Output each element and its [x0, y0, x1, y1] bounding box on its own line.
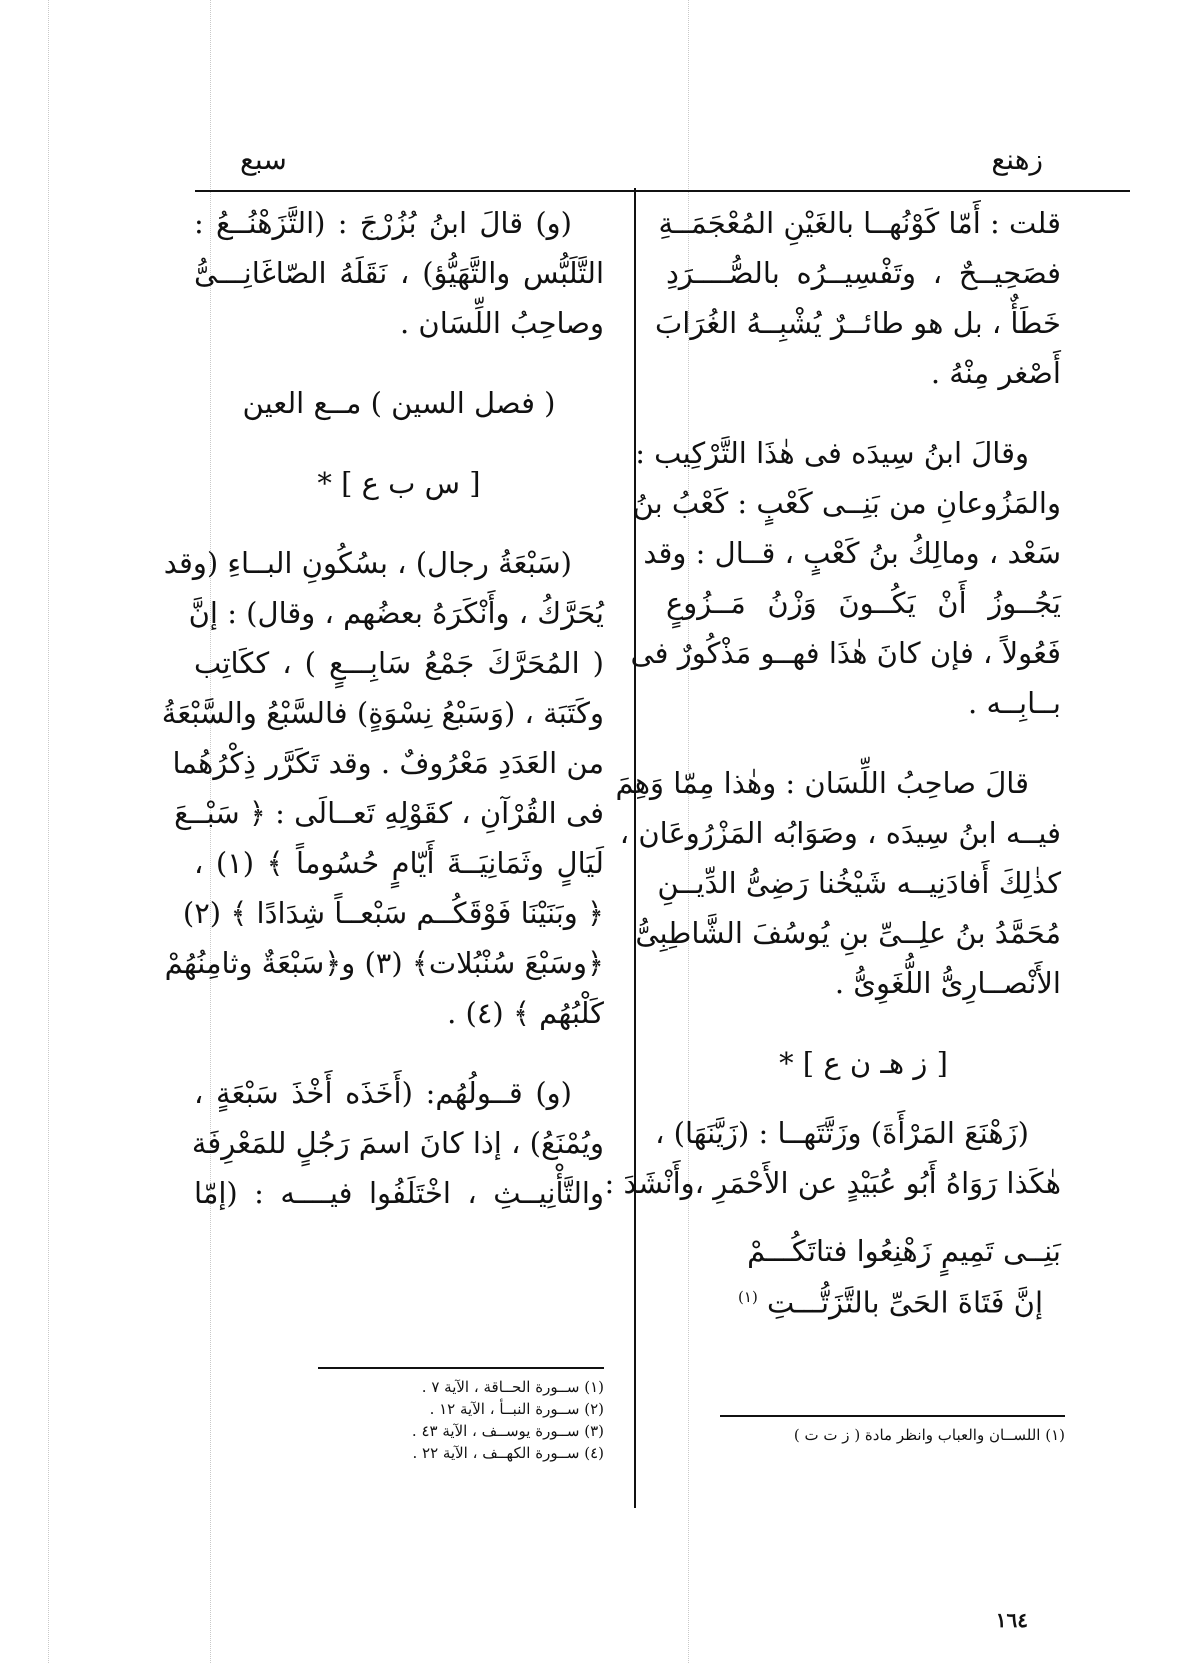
spacer	[194, 1038, 604, 1068]
text-line: ﴿وسَبْعَ سُنْبُلات﴾ (٣) و﴿سَبْعَةٌ وثامِنُهُمْ	[164, 946, 604, 980]
verse	[666, 1228, 1061, 1320]
page-number: ١٦٤	[995, 1608, 1028, 1632]
text-line: فى القُرْآنِ ، كقَوْلِهِ تَعــالَى : ﴿ سَبْــعَ	[174, 796, 604, 830]
left-column	[161, 198, 604, 1218]
right-footnotes	[700, 1424, 1065, 1446]
entry-heading: [ س ب ع ] *	[317, 466, 481, 500]
text-line: (و) قــولُهُم: (أَخَذَه أَخْذَ سَبْعَةٍ ،	[194, 1076, 572, 1110]
header-right-word: زهنع	[991, 143, 1043, 176]
text-line: الأَنْصــارِىُّ اللُّغَوِىُّ .	[834, 966, 1061, 1000]
paragraph	[655, 198, 1061, 398]
text-line: من العَدَدِ مَعْرُوفٌ . وقد تَكَرَّر ذِكْرُهُما	[172, 746, 604, 780]
footnote: (١) اللســان والعباب وانظر مادة ( ز ت ت )	[793, 1426, 1065, 1444]
footnote-rule	[318, 1367, 604, 1369]
entry-heading: [ ز هـ ن ع ] *	[779, 1046, 948, 1080]
text-line: ويُمْنَعُ) ، إذا كانَ اسمَ رَجُلٍ للمَعْرِفَة	[191, 1126, 604, 1160]
text-line: خَطَأٌ ، بل هو طائــرٌ يُشْبِــهُ الغُرَابَ	[655, 306, 1061, 340]
text-line: لَيَالٍ وثَمَانِيَــةَ أَيّامٍ حُسُوماً ﴾ (١) ،	[194, 846, 604, 880]
left-footnotes	[300, 1376, 604, 1464]
right-column	[604, 198, 1061, 1320]
footnote-rule	[720, 1415, 1065, 1417]
text-line: قالَ صاحِبُ اللِّسَان : وهٰذا مِمّا وَهِمَ	[615, 766, 1029, 800]
spacer	[666, 398, 1061, 428]
text-line: يُحَرَّكُ ، وأَنْكَرَهُ بعضُهم ، وقال) : إنَّ	[188, 596, 604, 630]
text-line: ﴿ وبَنَيْنَا فَوْقَكُــم سَبْعــاً شِدَادًا ﴾ (٢)	[182, 896, 604, 930]
text-line: والتَّأْنِيــثِ ، اخْتَلَفُوا فيــــه : (إمّا	[194, 1176, 604, 1210]
text-line: وكَتَبَة ، (وَسَبْعُ نِسْوَةٍ) فالسَّبْعُ والسَّبْعَةُ	[161, 696, 604, 730]
paragraph	[604, 1108, 1061, 1208]
footnote: (١) ســورة الحــاقة ، الآية ٧ .	[421, 1378, 604, 1396]
text-line: مُحَمَّدُ بنُ علِــىِّ بنِ يُوسُفَ الشَّاطِبِىُّ	[635, 916, 1061, 950]
text-line: فَعُولاً ، فإن كانَ هٰذَا فهــو مَذْكُورٌ فى	[630, 636, 1061, 670]
text-line: ( المُحَرَّكَ جَمْعُ سَابِـــعٍ ) ، ككَاتِب	[194, 646, 604, 680]
text-line: وقالَ ابنُ سِيدَه فى هٰذَا التَّرْكِيب :	[635, 436, 1029, 470]
paragraph	[194, 198, 604, 348]
footnote: (٢) ســورة النبــأ ، الآية ١٢ .	[429, 1400, 604, 1418]
text-line: يَجُــوزُ أَنْ يَكُــونَ وَزْنُ مَــزُوعٍ	[666, 586, 1061, 620]
text-line: هٰكَذا رَوَاهُ أَبُو عُبَيْدٍ عن الأَحْمَرِ ،وأَنْشَدَ :	[604, 1166, 1061, 1200]
spacer	[666, 1088, 1061, 1108]
text-line: كَلْبُهُم ﴾ (٤) .	[447, 996, 604, 1030]
spacer	[194, 428, 604, 458]
section-heading: ( فصل السين ) مــع العين	[242, 386, 556, 420]
text-line: (زَهْنَعَ المَرْأَةَ) وزَتَّتَهــا : (زَيَّنَهَا) ،	[655, 1116, 1029, 1150]
text-line: بــابِــه .	[968, 686, 1061, 720]
text-line: قلت : أَمّا كَوْنُهــا بالغَيْنِ المُعْجَمَــةِ	[658, 206, 1061, 240]
paragraph	[615, 758, 1061, 1008]
text-line: والمَزُوعانِ من بَنِــى كَعْبٍ : كَعْبُ بنُ	[632, 486, 1061, 520]
spacer	[666, 1208, 1061, 1228]
footnote: (٤) ســورة الكهــف ، الآية ٢٢ .	[412, 1444, 604, 1462]
paragraph	[161, 538, 604, 1038]
text-line: سَعْد ، ومالِكُ بنُ كَعْبٍ ، قــال : وقد	[643, 536, 1061, 570]
footnote: (٣) ســورة يوســف ، الآية ٤٣ .	[411, 1422, 604, 1440]
verse-text: إنَّ فَتَاةَ الحَىِّ بالتَّزَتُّـــتِ	[767, 1285, 1043, 1320]
spacer	[194, 348, 604, 378]
footnote-marker: (١)	[738, 1288, 758, 1306]
header-rule	[195, 190, 1130, 192]
verse-line: بَنِــى تَمِيمٍ زَهْنِعُوا فتاتَكُـــمْ	[747, 1234, 1061, 1268]
paragraph	[191, 1068, 604, 1218]
spacer	[666, 728, 1061, 758]
spacer	[666, 1008, 1061, 1038]
header-left-word: سبع	[240, 143, 287, 176]
text-line: فصَحِيــحٌ ، وتَفْسِيــرُه بالصُّــــرَدِ	[666, 256, 1061, 290]
text-line: (سَبْعَةُ رجال) ، بسُكُونِ البــاءِ (وقد	[163, 546, 572, 580]
verse-line	[666, 1274, 1061, 1320]
text-line: فيــه ابنُ سِيدَه ، وصَوَابُه المَزْرُوعَان ،	[619, 816, 1061, 850]
text-line: (و) قالَ ابنُ بُزُرْجَ : (التَّزَهْنُــعُ :	[194, 206, 572, 240]
text-line: وصاحِبُ اللِّسَان .	[399, 306, 604, 340]
paragraph	[630, 428, 1061, 728]
scan-fold-line	[48, 0, 49, 1663]
text-line: التَّلَبُّس والتَّهَيُّؤ) ، نَقَلَهُ الصّاغَانِـــىُّ	[194, 256, 604, 290]
text-line: كذٰلِكَ أَفادَنِيــه شَيْخُنا رَضِىُّ الدِّيــنِ	[657, 866, 1061, 900]
text-line: أَصْغر مِنْهُ .	[930, 356, 1061, 390]
spacer	[194, 508, 604, 538]
